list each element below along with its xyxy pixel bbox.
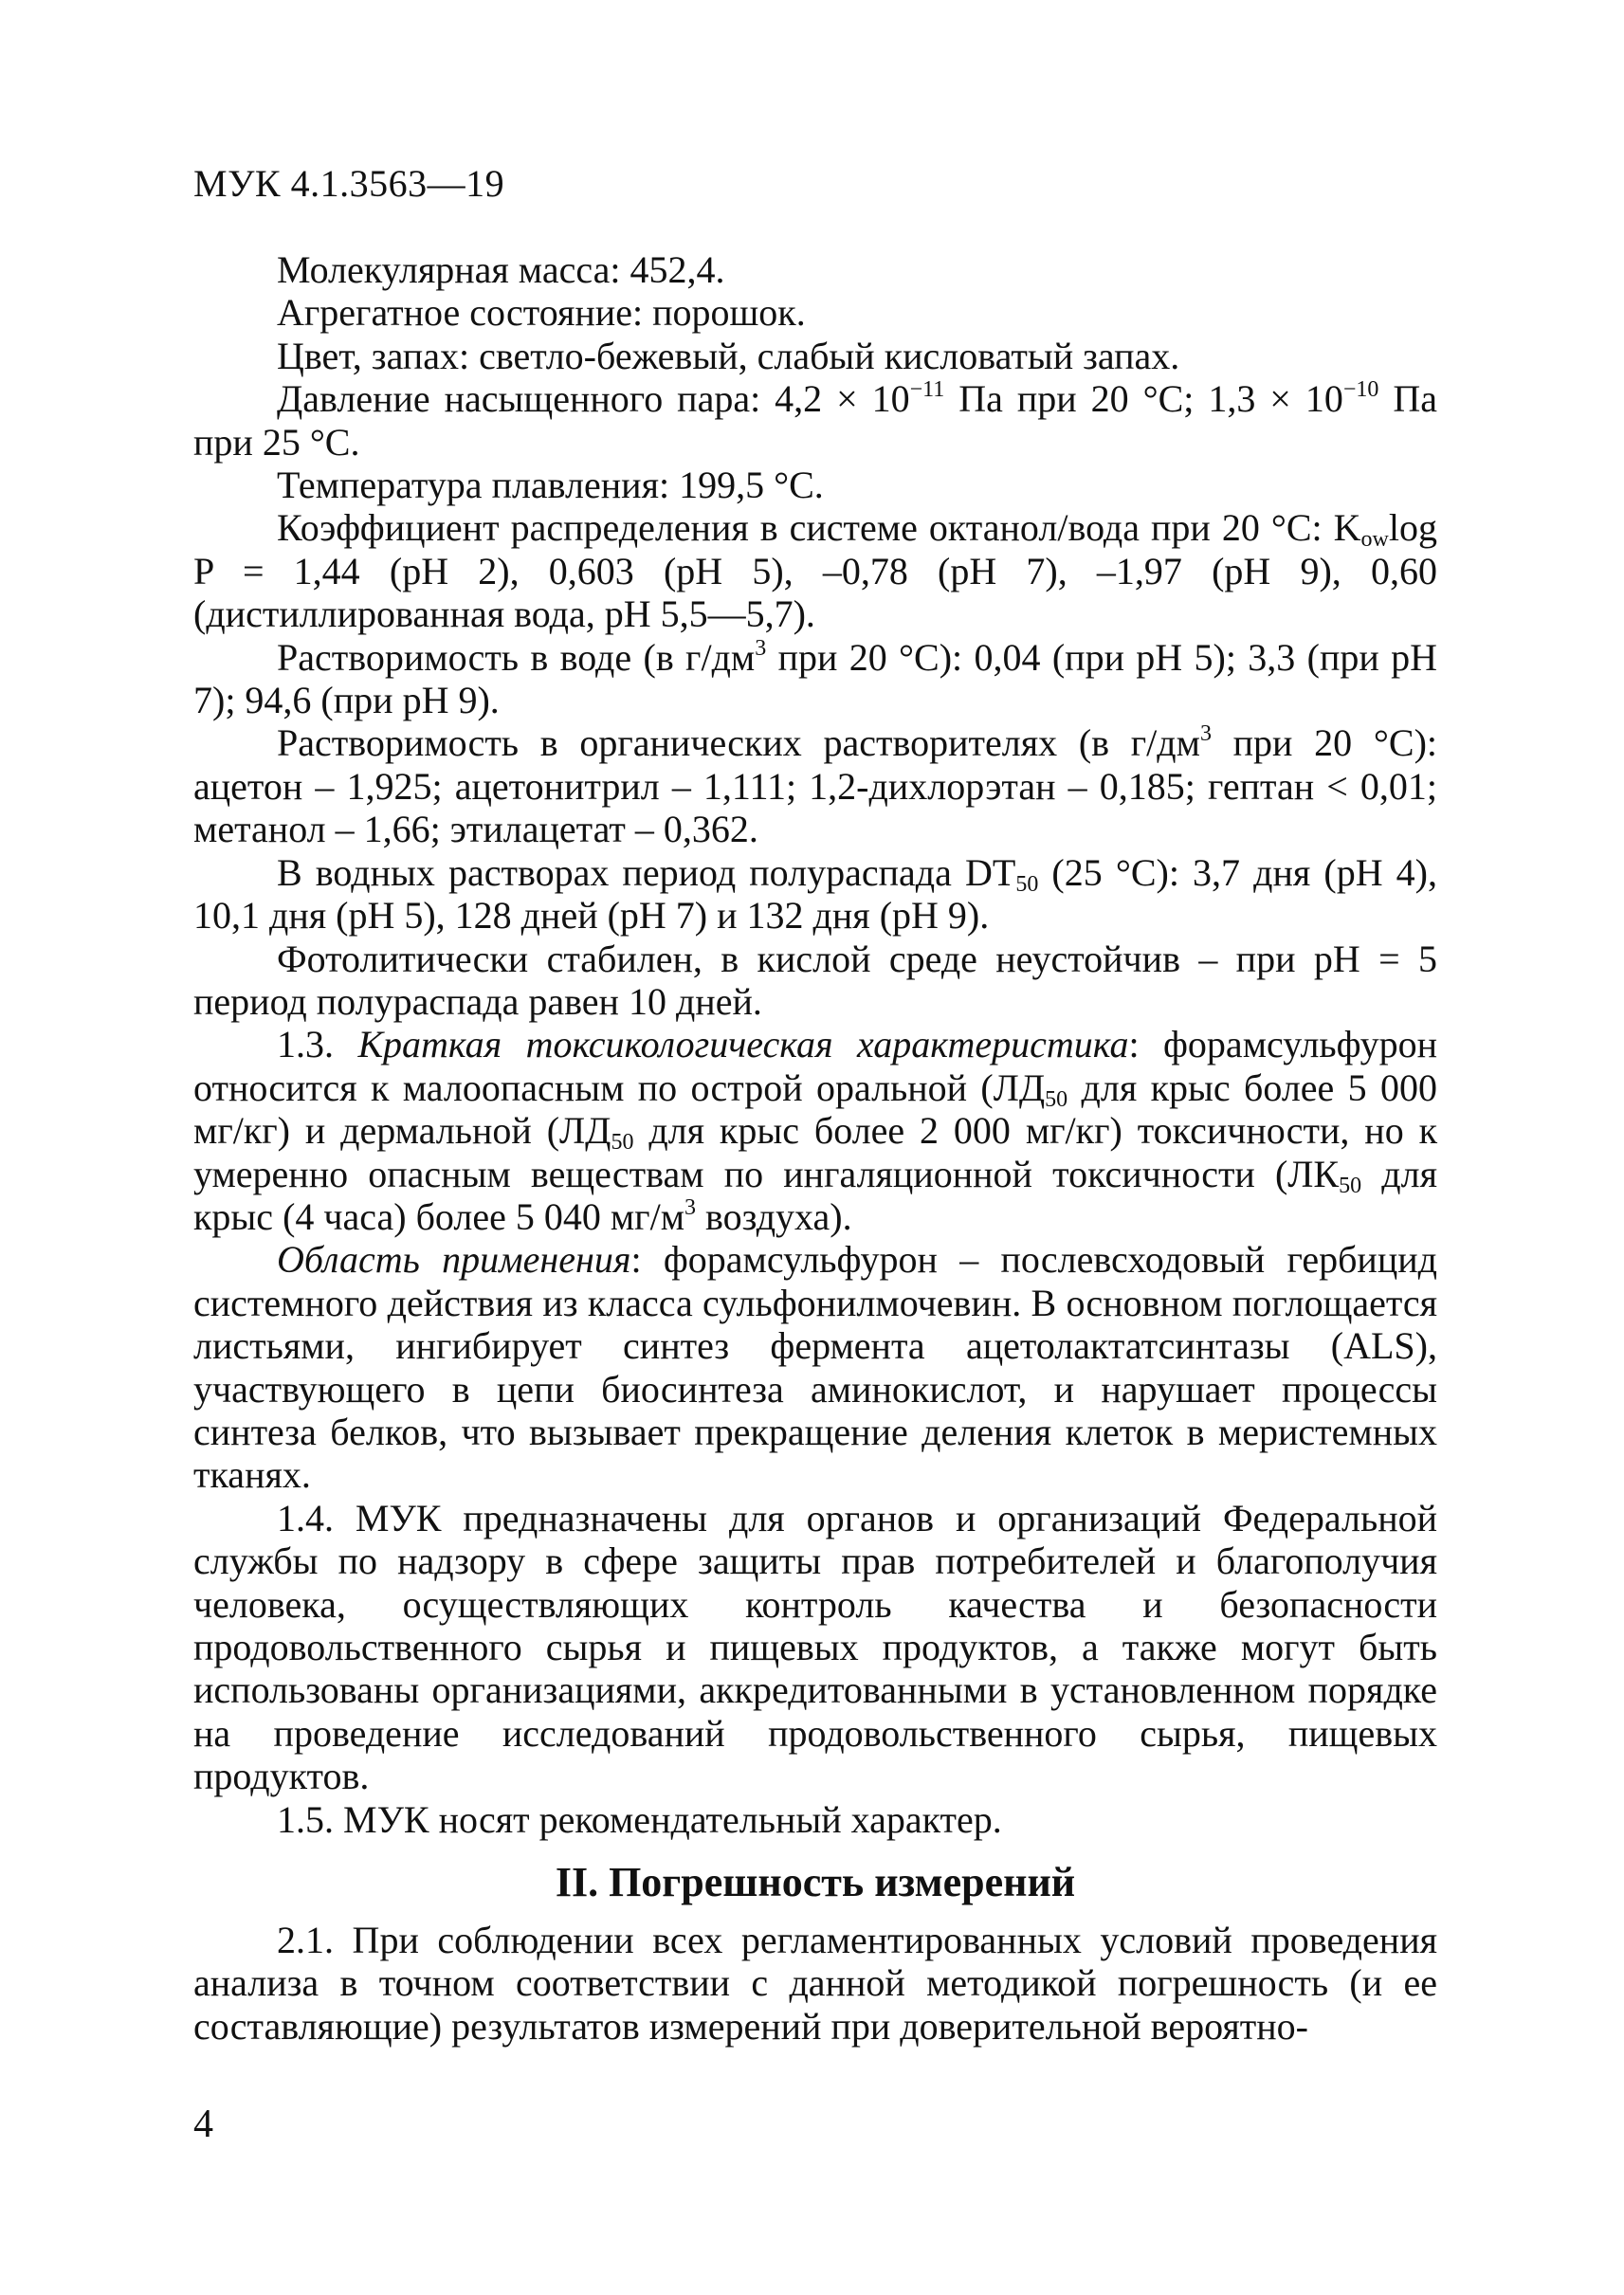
recommendation-paragraph: 1.5. МУК носят рекомендательный характер. [277,1797,1002,1841]
kow-text-b: log P = 1,44 (pH 2), 0,603 (pH 5), –0,78 (pH 7), –1,97 (pH 9), 0,60 (дистиллированная вода, pH 5,5—5,7). [193,506,1437,636]
page-number: 4 [193,2103,213,2146]
organic-solubility-paragraph [193,721,1437,850]
aggregate-state-paragraph: Агрегатное состояние: порошок. [277,291,806,335]
tox-text-a: : форамсульфурон относится к малоопасным по острой оральной (ЛД [193,1023,1437,1109]
melting-point-paragraph: Температура плавления: 199,5 °С. [277,464,824,507]
tox-text-d: для крыс (4 часа) более 5 040 мг/м [193,1152,1437,1238]
dt-subscript: 50 [1015,871,1039,897]
application-area-paragraph [193,1238,1437,1496]
application-text: : форамсульфурон – послевсходовый гербицид системного действия из класса сульфонилмочевин. В основном поглощается листьями, ингибирует синтез фермента ацетолактатсинтазы (ALS), участвующего в цепи биосинтеза аминокислот, и нарушает процессы синтеза белков, что вызывает прекращение деления клеток в меристемных тканях. [193,1238,1437,1497]
dt-text-a: В водных растворах период полураспада DT [277,850,1016,894]
tox-subscript-3: 50 [1339,1173,1362,1198]
kow-subscript: ow [1360,527,1389,553]
toxicology-paragraph [193,1023,1437,1238]
vapor-text-c: Па при 25 °С. [193,377,1437,464]
partition-coefficient-paragraph [193,506,1437,635]
section-heading: II. Погрешность измерений [555,1859,1076,1906]
vapor-exponent-2: −10 [1342,377,1379,403]
measurement-error-paragraph: 2.1. При соблюдении всех регламентированных условий проведения анализа в точном соответствии с данной методикой погрешность (и ее составляющие) результатов измерений при доверительной вероятно- [193,1919,1437,2048]
tox-number: 1.3. [277,1023,358,1066]
application-title: Область применения [277,1238,631,1282]
tox-text-b: для крыс более 5 000 мг/кг) и дермальной (ЛД [193,1066,1437,1153]
water-solubility-paragraph [193,636,1437,722]
kow-text-a: Коэффициент распределения в системе октанол/вода при 20 °С: K [277,506,1361,550]
org-text-a: Растворимость в органических растворителях (в г/дм [277,721,1200,765]
dt-text-b: (25 °С): 3,7 дня (pH 4), 10,1 дня (pH 5), 128 дней (pH 7) и 132 дня (pH 9). [193,850,1437,938]
document-body [193,248,1437,2048]
vapor-exponent-1: −11 [909,377,945,403]
vapor-pressure-paragraph [193,377,1437,464]
half-life-paragraph [193,851,1437,938]
document-code-header: МУК 4.1.3563—19 [193,162,505,205]
vapor-text-b: Па при 20 °С; 1,3 × 10 [944,377,1343,421]
tox-text-c: для крыс более 2 000 мг/кг) токсичности, но к умеренно опасным веществам по ингаляционной токсичности (ЛК [193,1109,1438,1195]
water-text-a: Растворимость в воде (в г/дм [277,635,756,679]
tox-subscript-2: 50 [611,1130,634,1156]
tox-subscript-1: 50 [1045,1086,1068,1112]
photolysis-paragraph: Фотолитически стабилен, в кислой среде неустойчив – при pH = 5 период полураспада равен 10 дней. [193,937,1437,1023]
water-text-b: при 20 °С): 0,04 (при pH 5); 3,3 (при pH 7); 94,6 (при pH 9). [193,635,1437,722]
tox-superscript: 3 [684,1194,697,1220]
org-superscript: 3 [1199,721,1212,747]
water-superscript: 3 [755,635,767,661]
org-text-b: при 20 °С): ацетон – 1,925; ацетонитрил – 1,111; 1,2-дихлорэтан – 0,185; гептан < 0,01; метанол – 1,66; этилацетат – 0,362. [193,721,1438,851]
molecular-mass-paragraph: Молекулярная масса: 452,4. [277,248,725,291]
vapor-text-a: Давление насыщенного пара: 4,2 × 10 [277,377,910,421]
tox-title: Краткая токсикологическая характеристика [357,1023,1129,1066]
purpose-paragraph: 1.4. МУК предназначены для органов и организаций Федеральной службы по надзору в сфере защиты прав потребителей и благополучия человека, осуществляющих контроль качества и безопасности продовольственного сырья и пищевых продуктов, а также могут быть использованы организациями, аккредитованными в установленном порядке на проведение исследований продовольственного сырья, пищевых продуктов. [193,1496,1437,1798]
tox-text-e: воздуха). [696,1194,852,1238]
color-odor-paragraph: Цвет, запах: светло-бежевый, слабый кисловатый запах. [277,334,1180,377]
